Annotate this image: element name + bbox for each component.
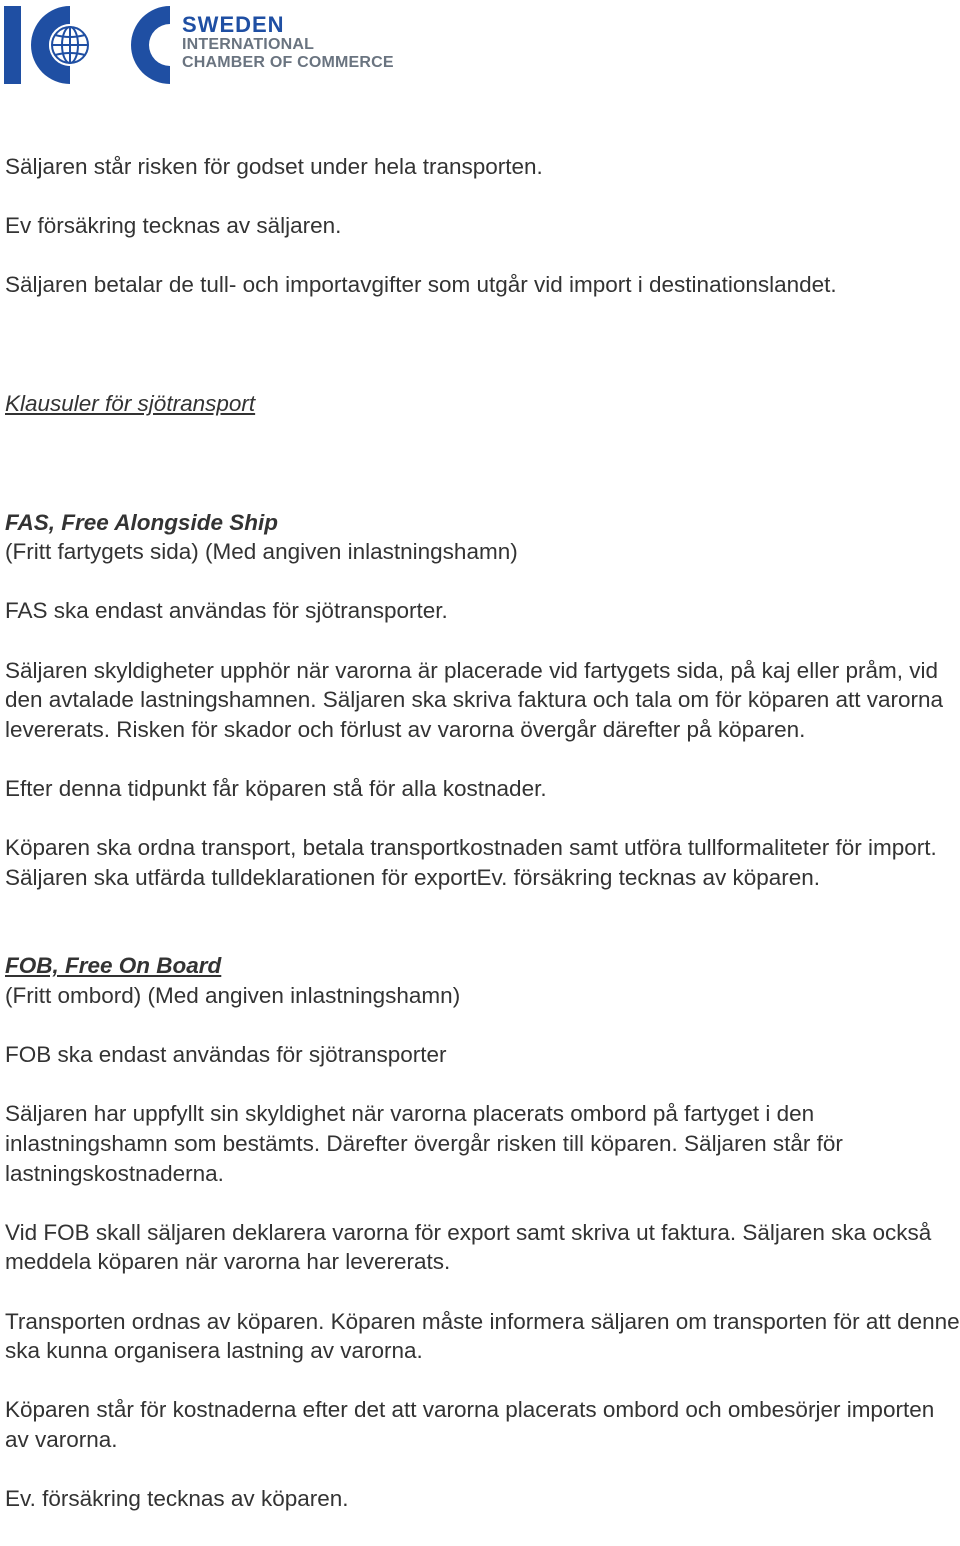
fob-paragraph-2: Säljaren har uppfyllt sin skyldighet när varorna placerats ombord på fartyget i den inlastningshamn som bestämts. Därefter övergår risken till köparen. Säljaren står för lastningskostnaderna. bbox=[5, 1101, 843, 1186]
intro-paragraph-1: Säljaren står risken för godset under hela transporten. bbox=[5, 154, 543, 179]
logo-line-international: INTERNATIONAL bbox=[182, 36, 315, 53]
logo-wordmark bbox=[182, 14, 394, 72]
section-link-sea-transport[interactable]: Klausuler för sjötransport bbox=[5, 390, 256, 416]
fob-paragraph-4: Transporten ordnas av köparen. Köparen måste informera säljaren om transporten för att denne ska kunna organisera lastning av varorna. bbox=[5, 1308, 960, 1364]
fob-paragraph-1: FOB ska endast användas för sjötransporter bbox=[5, 1042, 447, 1068]
fas-paragraph-2: Säljaren skyldigheter upphör när varorna är placerade vid fartygets sida, på kaj eller pråm, vid den avtalade lastningshamnen. Säljaren ska skriva faktura och tala om för köparen att varorna levererats. Risken för skador och förlust av varorna övergår därefter på köparen. bbox=[5, 657, 944, 742]
intro-paragraph-2: Ev försäkring tecknas av säljaren. bbox=[5, 213, 342, 239]
fob-heading: FOB, Free On Board bbox=[5, 953, 222, 979]
logo-line-sweden: SWEDEN bbox=[182, 12, 285, 37]
fas-heading: FAS, Free Alongside Ship bbox=[5, 509, 278, 535]
fob-subtitle: (Fritt ombord) (Med angiven inlastningshamn) bbox=[5, 983, 461, 1009]
fob-paragraph-5: Köparen står för kostnaderna efter det att varorna placerats ombord och ombesörjer importen av varorna. bbox=[5, 1397, 935, 1452]
icc-sweden-logo bbox=[4, 2, 404, 86]
fas-paragraph-3: Efter denna tidpunkt får köparen stå för alla kostnader. bbox=[5, 775, 547, 801]
intro-paragraph-3: Säljaren betalar de tull- och importavgifter som utgår vid import i destinationslandet. bbox=[5, 272, 837, 298]
fob-paragraph-6: Ev. försäkring tecknas av köparen. bbox=[5, 1486, 349, 1512]
fas-paragraph-4: Köparen ska ordna transport, betala transportkostnaden samt utföra tullformaliteter för import. Säljaren ska utfärda tulldeklarationen för exportEv. försäkring tecknas av köparen. bbox=[5, 835, 937, 890]
fas-paragraph-1: FAS ska endast användas för sjötransporter. bbox=[5, 598, 448, 624]
fob-paragraph-3: Vid FOB skall säljaren deklarera varorna för export samt skriva ut faktura. Säljaren ska också meddela köparen när varorna har levererats. bbox=[5, 1219, 932, 1275]
document-body bbox=[5, 152, 960, 1514]
icc-logo-mark bbox=[4, 2, 174, 86]
fas-subtitle: (Fritt fartygets sida) (Med angiven inlastningshamn) bbox=[5, 539, 518, 565]
logo-line-chamber: CHAMBER OF COMMERCE bbox=[182, 54, 394, 71]
